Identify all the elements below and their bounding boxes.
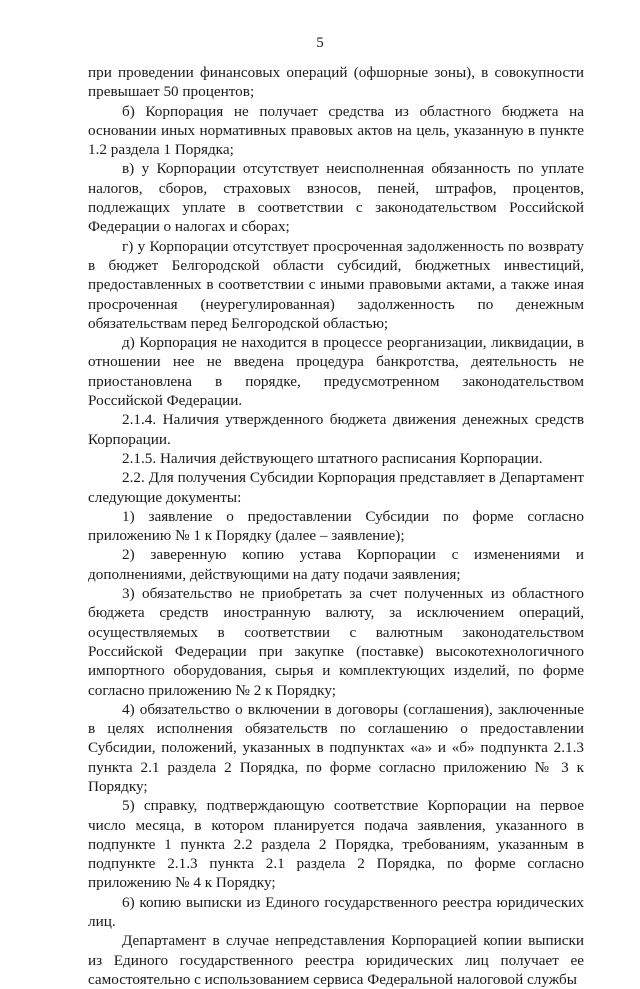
list-item-4: 4) обязательство о включении в договоры (соглашения), заключенные в целях исполнения обязательств по соглашению о предоставлении Субсидии, положений, указанных в подпунктах «а» и «б» подпункта 2.1.3 пункта 2.1 раздела 2 Порядка, по форме согласно приложению № 3 к Порядку;	[88, 700, 584, 795]
list-item-5: 5) справку, подтверждающую соответствие Корпорации на первое число месяца, в котором планируется подача заявления, указанного в подпункте 1 пункта 2.2 раздела 2 Порядка, требованиям, указанным в подпункте 2.1.3 пункта 2.1 раздела 2 Порядка, по форме согласно приложению № 4 к Порядку;	[88, 797, 584, 892]
paragraph-item-v: в) у Корпорации отсутствует неисполненная обязанность по уплате налогов, сборов, страховых взносов, пеней, штрафов, процентов, подлежащих уплате в соответствии с законодательством Российской Федерации о налогах и сборах;	[88, 160, 584, 236]
paragraph-2-1-5: 2.1.5. Наличия действующего штатного расписания Корпорации.	[122, 449, 543, 467]
paragraph-department: Департамент в случае непредставления Корпорацией копии выписки из Единого государственного реестра юридических лиц получает ее самостоятельно с использованием сервиса Федеральной налоговой службы	[88, 932, 584, 988]
list-item-3: 3) обязательство не приобретать за счет полученных из областного бюджета средств иностранную валюту, за исключением операций, осуществляемых в соответствии с валютным законодательством Российской Федерации при закупке (поставке) высокотехнологичного импортного оборудования, сырья и комплектующих изделий, по форме согласно приложению № 2 к Порядку;	[88, 585, 584, 699]
paragraph-item-d: д) Корпорация не находится в процессе реорганизации, ликвидации, в отношении нее не введена процедура банкротства, деятельность не приостановлена в порядке, предусмотренном законодательством Российской Федерации.	[88, 334, 584, 410]
paragraph-continuation: при проведении финансовых операций (офшорные зоны), в совокупности превышает 50 процентов;	[88, 64, 584, 101]
paragraph-item-g: г) у Корпорации отсутствует просроченная задолженность по возврату в бюджет Белгородской области субсидий, бюджетных инвестиций, предоставленных в соответствии с иными правовыми актами, а также иная просроченная (неурегулированная) задолженность по денежным обязательствам перед Белгородской областью;	[88, 237, 584, 332]
paragraph-2-2: 2.2. Для получения Субсидии Корпорация представляет в Департамент следующие документы:	[88, 469, 584, 506]
document-body	[88, 63, 584, 989]
list-item-2: 2) заверенную копию устава Корпорации с изменениями и дополнениями, действующими на дату подачи заявления;	[88, 546, 584, 583]
paragraph-item-b: б) Корпорация не получает средства из областного бюджета на основании иных нормативных правовых актов на цель, указанную в пункте 1.2 раздела 1 Порядка;	[88, 102, 584, 159]
list-item-6: 6) копию выписки из Единого государственного реестра юридических лиц.	[88, 893, 584, 931]
page-number: 5	[316, 35, 324, 51]
list-item-1: 1) заявление о предоставлении Субсидии по форме согласно приложению № 1 к Порядку (далее – заявление);	[88, 507, 584, 545]
paragraph-2-1-4: 2.1.4. Наличия утвержденного бюджета движения денежных средств Корпорации.	[88, 411, 584, 448]
